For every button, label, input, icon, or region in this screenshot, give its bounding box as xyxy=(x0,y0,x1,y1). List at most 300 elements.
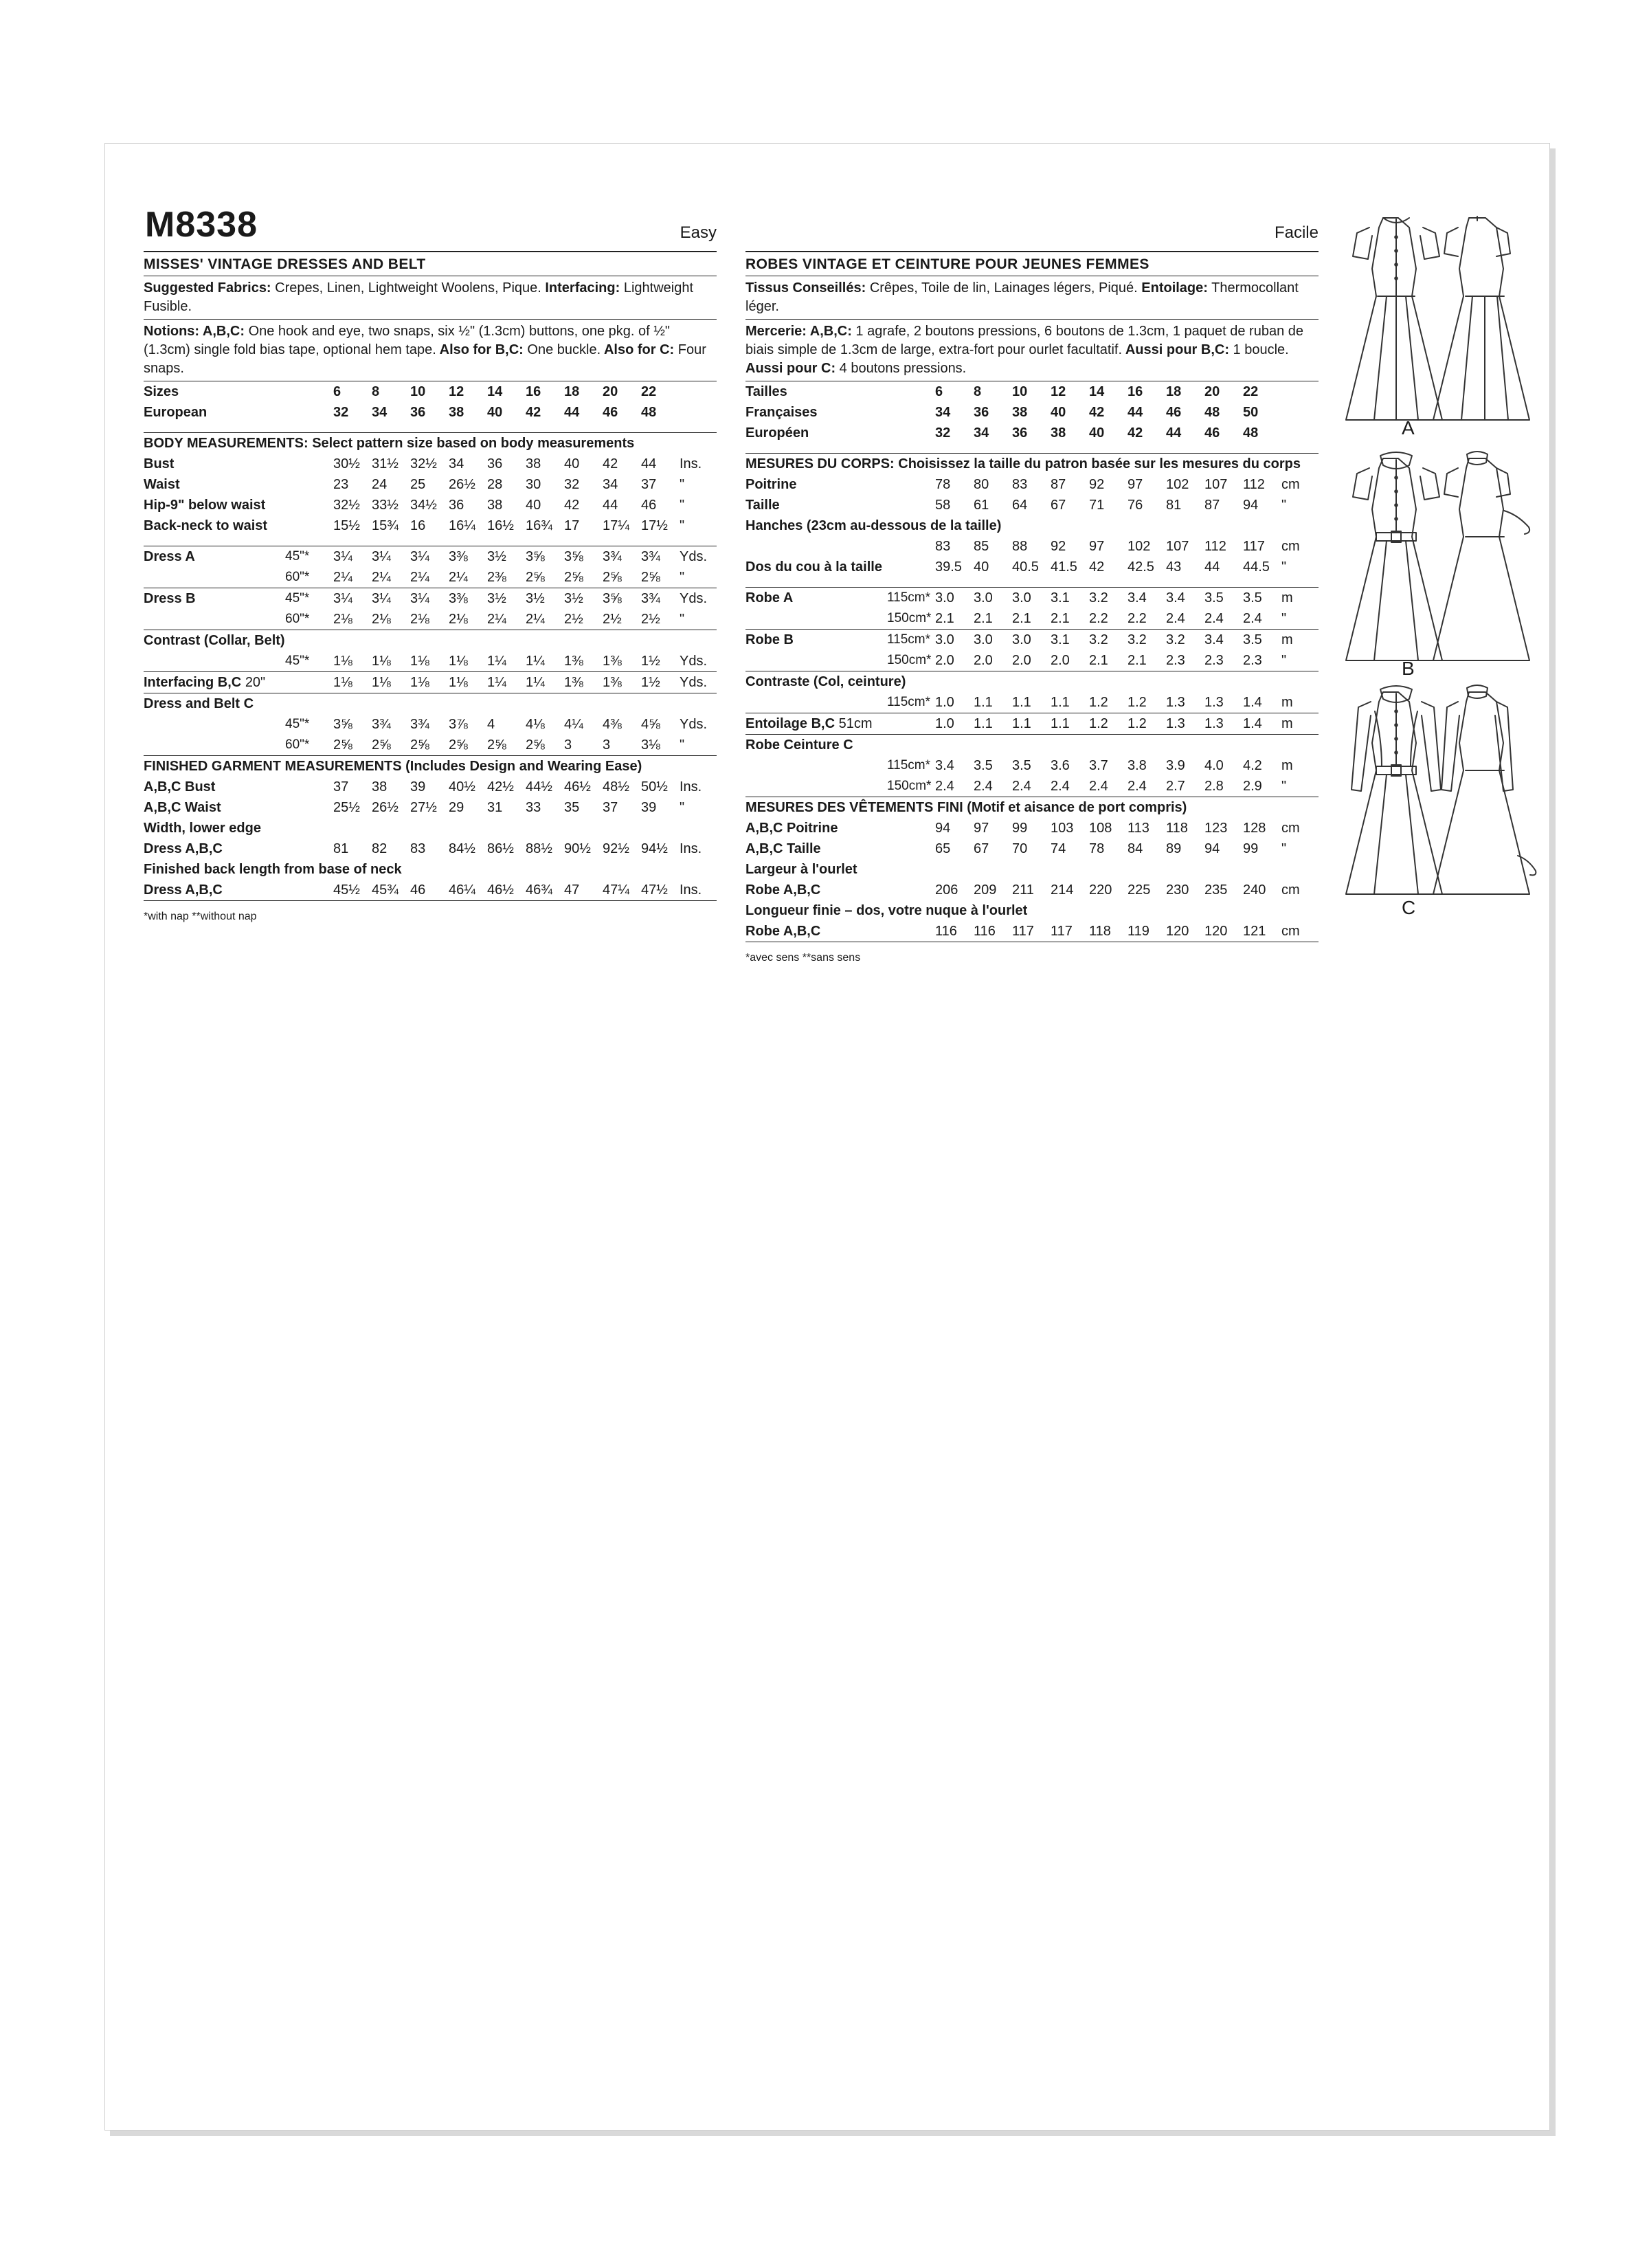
unit: " xyxy=(1281,559,1287,575)
unit: " xyxy=(1281,498,1287,513)
fabrics-text-fr: Crêpes, Toile de lin, Lainages légers, Piqué. xyxy=(866,280,1138,296)
finished-row-label: Width, lower edge xyxy=(144,821,261,836)
cell: 4⅛ xyxy=(526,717,545,732)
cell: 15½ xyxy=(333,518,360,533)
measurement-tables-fr xyxy=(745,381,1319,942)
alsoB-label-en: Also for B,C: xyxy=(436,342,524,357)
cell: 3.1 xyxy=(1051,630,1089,651)
cell: 6 xyxy=(333,384,341,399)
finished-measurements-title: FINISHED GARMENT MEASUREMENTS (Includes Design and Wearing Ease) xyxy=(144,756,717,777)
cell: 30 xyxy=(526,477,541,492)
cell: 2.0 xyxy=(1012,653,1031,668)
cell: 86½ xyxy=(487,841,514,856)
body-measurements-title: BODY MEASUREMENTS: Select pattern size based on body measurements xyxy=(144,433,717,454)
sizes-label: Tailles xyxy=(745,384,787,399)
finished-row-label: A,B,C Bust xyxy=(144,779,216,794)
cell: 8 xyxy=(372,384,380,399)
cell: 4¼ xyxy=(564,717,583,732)
cell: 2.1 xyxy=(974,611,993,626)
cell: 44 xyxy=(641,456,657,471)
cell: 240 xyxy=(1243,882,1266,898)
cell: 44 xyxy=(564,405,580,420)
fabric-width: 115cm* xyxy=(887,695,931,709)
finished-row-label: Robe A,B,C xyxy=(745,882,821,898)
cell: 46 xyxy=(410,882,426,898)
header-row-fr xyxy=(745,210,1319,251)
cell: 107 xyxy=(1166,539,1189,554)
cell: 32½ xyxy=(333,498,360,513)
yardage-label: Contrast (Collar, Belt) xyxy=(144,630,717,652)
unit: " xyxy=(1281,611,1287,626)
yardage-row xyxy=(745,608,1319,630)
view-b-label: B xyxy=(1402,658,1415,679)
cell: 116 xyxy=(935,924,957,939)
sizes-row xyxy=(144,381,717,403)
fabrics-en xyxy=(144,276,717,319)
cell: 1.4 xyxy=(1243,695,1262,710)
cell: 1⅛ xyxy=(449,672,487,693)
cell: 2⅝ xyxy=(372,737,391,753)
yardage-label: Entoilage B,C 51cm xyxy=(745,713,887,735)
cell: 3.4 xyxy=(1204,630,1243,651)
cell: 94 xyxy=(1204,841,1220,856)
cell: 42 xyxy=(564,498,580,513)
english-column xyxy=(144,210,717,923)
cell: 22 xyxy=(641,384,657,399)
cell: 112 xyxy=(1243,477,1265,492)
pattern-sheet xyxy=(104,143,1550,2131)
cell: 2.1 xyxy=(935,611,954,626)
finished-row xyxy=(144,777,717,797)
cell: 3¾ xyxy=(372,717,391,732)
cell: 2.4 xyxy=(1243,611,1262,626)
cell: 26½ xyxy=(449,477,475,492)
view-a-label: A xyxy=(1402,417,1415,438)
cell: 37 xyxy=(641,477,657,492)
cell: 3 xyxy=(564,737,572,753)
cell: 230 xyxy=(1166,882,1189,898)
cell: 2.1 xyxy=(1089,653,1108,668)
cell: 2.0 xyxy=(974,653,993,668)
cell: 2.0 xyxy=(935,653,954,668)
cell: 32 xyxy=(935,425,951,441)
cell: 1½ xyxy=(641,654,660,669)
cell: 3.2 xyxy=(1089,588,1128,609)
cell: 76 xyxy=(1128,498,1143,513)
body-row-label: Bust xyxy=(144,456,175,471)
unit: Ins. xyxy=(680,841,702,856)
cell: 17 xyxy=(564,518,580,533)
cell: 102 xyxy=(1128,539,1151,554)
finished-measurements-title: MESURES DES VÊTEMENTS FINI (Motif et aisance de port compris) xyxy=(745,797,1319,819)
cell: 107 xyxy=(1204,477,1228,492)
cell: 40.5 xyxy=(1012,559,1039,575)
cell: 38 xyxy=(526,456,541,471)
cell: 128 xyxy=(1243,821,1266,836)
yardage-row xyxy=(144,546,717,568)
cell: 1¼ xyxy=(487,654,506,669)
cell: 67 xyxy=(1051,498,1066,513)
finished-row-label: Largeur à l'ourlet xyxy=(745,862,857,877)
cell: 44 xyxy=(1204,559,1220,575)
cell: 4⅜ xyxy=(603,717,622,732)
cell: 32 xyxy=(564,477,580,492)
cell: 3.5 xyxy=(1204,588,1243,609)
cell: 3⅝ xyxy=(603,588,641,610)
body-row-label: Hip-9" below waist xyxy=(144,498,266,513)
cell: 83 xyxy=(935,539,951,554)
cell: 1⅛ xyxy=(372,672,410,693)
cell: 117 xyxy=(1012,924,1034,939)
cell: 74 xyxy=(1051,841,1066,856)
unit: Ins. xyxy=(680,456,702,471)
unit: " xyxy=(1281,779,1287,794)
cell: 36 xyxy=(487,456,503,471)
cell: 40 xyxy=(1089,425,1105,441)
cell: 1.3 xyxy=(1204,713,1243,735)
unit: cm xyxy=(1281,882,1300,898)
cell: 97 xyxy=(1128,477,1143,492)
cell: 31 xyxy=(487,800,503,815)
finished-row xyxy=(745,921,1319,942)
cell: 48 xyxy=(1243,425,1259,441)
alsoB-label-fr: Aussi pour B,C: xyxy=(1122,342,1229,357)
cell: 97 xyxy=(974,821,989,836)
unit: m xyxy=(1281,758,1293,773)
cell: 2⅝ xyxy=(526,737,545,753)
finished-row xyxy=(144,838,717,859)
unit: " xyxy=(680,570,685,585)
cell: 108 xyxy=(1089,821,1112,836)
fabrics-label-en: Suggested Fabrics: xyxy=(144,280,271,296)
cell: 2.2 xyxy=(1128,611,1147,626)
cell: 235 xyxy=(1204,882,1228,898)
cell: 2½ xyxy=(641,612,660,627)
unit: " xyxy=(1281,653,1287,668)
cell: 39 xyxy=(641,800,657,815)
cell: 117 xyxy=(1051,924,1073,939)
cell: 87 xyxy=(1051,477,1066,492)
cell: 1.1 xyxy=(974,713,1012,735)
cell: 12 xyxy=(449,384,464,399)
cell: 39 xyxy=(410,779,426,794)
unit: m xyxy=(1281,588,1319,609)
yardage-label: Robe Ceinture C xyxy=(745,735,1319,756)
cell: 2¼ xyxy=(372,570,391,585)
cell: 2.1 xyxy=(1051,611,1070,626)
finished-row xyxy=(144,880,717,900)
cell: 119 xyxy=(1128,924,1149,939)
cell: 3¾ xyxy=(641,546,680,568)
cell: 1.2 xyxy=(1089,695,1108,710)
cell: 42.5 xyxy=(1128,559,1154,575)
yardage-header xyxy=(745,671,1319,693)
cell: 24 xyxy=(372,477,388,492)
cell: 3½ xyxy=(487,546,526,568)
cell: 2.3 xyxy=(1166,653,1185,668)
cell: 1.4 xyxy=(1243,713,1281,735)
cell: 58 xyxy=(935,498,951,513)
body-row xyxy=(745,536,1319,557)
cell: 3⅛ xyxy=(641,737,660,753)
cell: 1.0 xyxy=(935,695,954,710)
yardage-label: Robe B xyxy=(745,630,887,651)
cell: 99 xyxy=(1243,841,1259,856)
cell: 45½ xyxy=(333,882,360,898)
cell: 2⅝ xyxy=(449,737,468,753)
cell: 34 xyxy=(603,477,618,492)
finished-row-label: Robe A,B,C xyxy=(745,924,821,939)
alsoC-label-en: Also for C: xyxy=(601,342,675,357)
european-row xyxy=(144,402,717,423)
cell: 116 xyxy=(974,924,996,939)
european-label: Européen xyxy=(745,425,809,441)
cell: 3¼ xyxy=(410,546,449,568)
body-row-label: Poitrine xyxy=(745,477,797,492)
sizes-row xyxy=(745,381,1319,403)
yardage-row xyxy=(144,735,717,756)
alsoC-text-fr: 4 boutons pressions. xyxy=(835,361,967,376)
body-row xyxy=(745,474,1319,495)
alsoB-text-en: One buckle. xyxy=(523,342,601,357)
cell: 46 xyxy=(603,405,618,420)
unit: Ins. xyxy=(680,779,702,794)
cell: 1¼ xyxy=(487,672,526,693)
cell: 3⅜ xyxy=(449,588,487,610)
cell: 3⅝ xyxy=(526,546,564,568)
alsoB-text-fr: 1 boucle. xyxy=(1229,342,1289,357)
cell: 10 xyxy=(1012,384,1028,399)
cell: 16¾ xyxy=(526,518,552,533)
cell: 35 xyxy=(564,800,580,815)
cell: 40 xyxy=(974,559,989,575)
cell: 84 xyxy=(1128,841,1143,856)
cell: 18 xyxy=(1166,384,1182,399)
cell: 83 xyxy=(410,841,426,856)
cell: 3¾ xyxy=(603,546,641,568)
cell: 36 xyxy=(410,405,426,420)
cell: 3.5 xyxy=(1243,588,1281,609)
cell: 2⅝ xyxy=(564,570,583,585)
cell: 85 xyxy=(974,539,989,554)
cell: 8 xyxy=(974,384,982,399)
body-row-label: Hanches (23cm au-dessous de la taille) xyxy=(745,518,1002,533)
cell: 38 xyxy=(1012,405,1028,420)
cell: 42 xyxy=(526,405,541,420)
cell: 3⅝ xyxy=(333,717,352,732)
interfacing-text-fr: Thermocollant léger. xyxy=(745,280,1299,314)
fabric-width: 115cm* xyxy=(887,588,935,609)
cell: 3¾ xyxy=(410,717,429,732)
cell: 83 xyxy=(1012,477,1028,492)
cell: 97 xyxy=(1089,539,1105,554)
cell: 1.3 xyxy=(1166,713,1204,735)
finished-row xyxy=(745,859,1319,880)
notions-text-en: One hook and eye, two snaps, six ½" (1.3cm) buttons, one pkg. of ½" (1.3cm) single fold bias tape, optional hem tape. xyxy=(144,324,670,357)
cell: 48½ xyxy=(603,779,629,794)
cell: 40 xyxy=(1051,405,1066,420)
cell: 112 xyxy=(1204,539,1226,554)
cell: 1.1 xyxy=(1012,713,1051,735)
cell: 3¼ xyxy=(333,546,372,568)
cell: 3.0 xyxy=(974,588,1012,609)
unit: Yds. xyxy=(680,672,717,693)
cell: 10 xyxy=(410,384,426,399)
cell: 25½ xyxy=(333,800,360,815)
cell: 47¼ xyxy=(603,882,629,898)
cell: 45¾ xyxy=(372,882,399,898)
cell: 2½ xyxy=(603,612,622,627)
body-row-label: Dos du cou à la taille xyxy=(745,559,882,575)
cell: 2.7 xyxy=(1166,779,1185,794)
cell: 3¼ xyxy=(372,546,410,568)
cell: 44 xyxy=(1166,425,1182,441)
notions-text-fr: 1 agrafe, 2 boutons pressions, 6 boutons de 1.3cm, 1 paquet de ruban de biais simple de 1.3cm de large, extra-fort pour ourlet facultatif. xyxy=(745,324,1303,357)
fabric-width: 115cm* xyxy=(887,630,935,651)
cell: 42 xyxy=(1128,425,1143,441)
unit: " xyxy=(680,477,685,492)
fabrics-text-en: Crepes, Linen, Lightweight Woolens, Pique. xyxy=(271,280,541,296)
yardage-label: Contraste (Col, ceinture) xyxy=(745,671,1319,693)
cell: 46 xyxy=(1204,425,1220,441)
cell: 220 xyxy=(1089,882,1112,898)
finished-row-label: Dress A,B,C xyxy=(144,841,223,856)
cell: 80 xyxy=(974,477,989,492)
alsoC-label-fr: Aussi pour C: xyxy=(745,361,836,376)
cell: 1¼ xyxy=(526,672,564,693)
cell: 46 xyxy=(1166,405,1182,420)
cell: 67 xyxy=(974,841,989,856)
cell: 78 xyxy=(1089,841,1105,856)
yardage-label: Interfacing B,C 20" xyxy=(144,672,285,693)
cell: 2.0 xyxy=(1051,653,1070,668)
cell: 34½ xyxy=(410,498,437,513)
cell: 3⅝ xyxy=(564,546,603,568)
body-row-label: Waist xyxy=(144,477,180,492)
cell: 27½ xyxy=(410,800,437,815)
finished-row-label: A,B,C Taille xyxy=(745,841,821,856)
cell: 47 xyxy=(564,882,580,898)
fabric-width: 45"* xyxy=(285,588,333,610)
cell: 3.4 xyxy=(1128,588,1166,609)
unit: m xyxy=(1281,713,1319,735)
cell: 1⅜ xyxy=(603,654,622,669)
yardage-header xyxy=(745,735,1319,756)
cell: 64 xyxy=(1012,498,1028,513)
unit: Yds. xyxy=(680,654,708,669)
cell: 2.4 xyxy=(1204,611,1224,626)
cell: 4⅝ xyxy=(641,717,660,732)
cell: 84½ xyxy=(449,841,475,856)
finished-row xyxy=(745,838,1319,859)
body-row xyxy=(745,557,1319,577)
unit: " xyxy=(680,737,685,753)
cell: 48 xyxy=(1204,405,1220,420)
view-b-front-drawing xyxy=(1346,452,1442,660)
finished-row xyxy=(745,818,1319,838)
unit: Yds. xyxy=(680,588,717,610)
finished-row xyxy=(745,880,1319,900)
body-row xyxy=(144,454,717,474)
cell: 3.0 xyxy=(935,630,974,651)
cell: 1.1 xyxy=(1012,695,1031,710)
yardage-row xyxy=(144,714,717,735)
cell: 2¼ xyxy=(333,570,352,585)
cell: 17¼ xyxy=(603,518,629,533)
finished-row xyxy=(144,818,717,838)
cell: 50 xyxy=(1243,405,1259,420)
cell: 2.4 xyxy=(1089,779,1108,794)
view-a-front-drawing xyxy=(1346,218,1442,420)
yardage-row xyxy=(144,651,717,672)
cell: 42 xyxy=(1089,405,1105,420)
sizes-label: Sizes xyxy=(144,384,179,399)
body-measurements-title: MESURES DU CORPS: Choisissez la taille du patron basée sur les mesures du corps xyxy=(745,454,1319,475)
cell: 2.1 xyxy=(1012,611,1031,626)
cell: 88 xyxy=(1012,539,1028,554)
notions-label-fr: Mercerie: A,B,C: xyxy=(745,324,852,339)
fabric-width: 150cm* xyxy=(887,779,932,793)
cell: 50½ xyxy=(641,779,668,794)
interfacing-text-en: Lightweight Fusible. xyxy=(144,280,694,314)
cell: 1⅛ xyxy=(410,672,449,693)
interfacing-width: 51cm xyxy=(838,716,873,731)
yardage-row xyxy=(144,567,717,588)
cell: 23 xyxy=(333,477,349,492)
unit: m xyxy=(1281,630,1319,651)
cell: 30½ xyxy=(333,456,360,471)
yardage-header xyxy=(144,630,717,652)
cell: 92 xyxy=(1051,539,1066,554)
cell: 3½ xyxy=(526,588,564,610)
cell: 1⅛ xyxy=(449,654,468,669)
cell: 2¼ xyxy=(487,612,506,627)
cell: 2½ xyxy=(564,612,583,627)
cell: 103 xyxy=(1051,821,1074,836)
cell: 1.2 xyxy=(1089,713,1128,735)
cell: 102 xyxy=(1166,477,1189,492)
cell: 16 xyxy=(526,384,541,399)
cell: 42 xyxy=(603,456,618,471)
cell: 117 xyxy=(1243,539,1265,554)
cell: 38 xyxy=(449,405,464,420)
cell: 42 xyxy=(1089,559,1105,575)
unit: cm xyxy=(1281,924,1300,939)
body-row-label xyxy=(745,536,935,557)
cell: 1.3 xyxy=(1204,695,1224,710)
fabric-width: 60"* xyxy=(285,570,310,584)
cell: 46¾ xyxy=(526,882,552,898)
cell: 2⅝ xyxy=(641,570,660,585)
interfacing-label-en: Interfacing: xyxy=(541,280,620,296)
cell: 92 xyxy=(1089,477,1105,492)
cell: 2.1 xyxy=(1128,653,1147,668)
dress-drawings-svg xyxy=(1335,210,1541,911)
cell: 33½ xyxy=(372,498,399,513)
finished-row xyxy=(745,900,1319,921)
cell: 38 xyxy=(1051,425,1066,441)
cell: 46½ xyxy=(564,779,591,794)
cell: 15¾ xyxy=(372,518,399,533)
interfacing-width: 20" xyxy=(245,675,266,690)
cell: 3.5 xyxy=(1012,758,1031,773)
cell: 46½ xyxy=(487,882,514,898)
yardage-row xyxy=(144,672,717,693)
fabric-width: 45"* xyxy=(285,717,310,731)
size-table-left xyxy=(144,381,717,900)
cell: 2⅛ xyxy=(449,612,468,627)
unit: cm xyxy=(1281,539,1300,554)
